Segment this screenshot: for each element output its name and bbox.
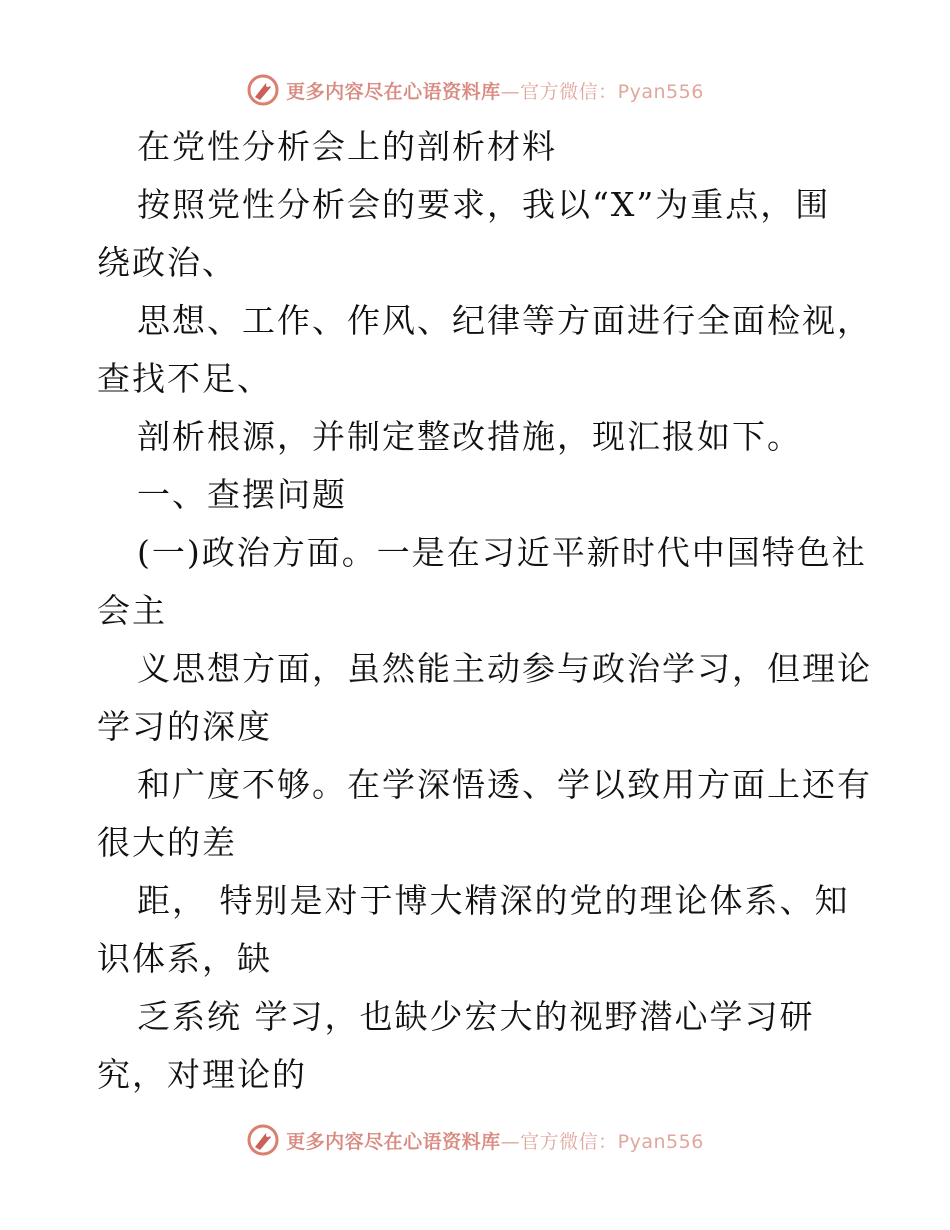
section-heading: 一、查摆问题 [137, 475, 347, 514]
paragraph-line: 按照党性分析会的要求，我以“X”为重点，围 [137, 185, 831, 224]
paragraph-line: (一)政治方面。一是在习近平新时代中国特色社 [137, 533, 867, 572]
paragraph-line: 究，对理论的 [97, 1055, 307, 1094]
footer-watermark [0, 1120, 950, 1160]
paragraph-line: 很大的差 [97, 823, 237, 862]
paragraph-line: 剖析根源，并制定整改措施，现汇报如下。 [137, 417, 802, 456]
paragraph-line: 思想、工作、作风、纪律等方面进行全面检视， [137, 301, 872, 340]
pen-nib-circle-icon [246, 73, 280, 107]
header-watermark [0, 70, 950, 110]
paragraph-line: 距， 特别是对于博大精深的党的理论体系、知 [137, 881, 850, 920]
paragraph-line: 学习的深度 [97, 707, 272, 746]
paragraph-line: 识体系，缺 [97, 939, 272, 978]
paragraph-line: 和广度不够。在学深悟透、学以致用方面上还有 [137, 765, 872, 804]
document-body [97, 118, 872, 1104]
paragraph-line: 义思想方面，虽然能主动参与政治学习，但理论 [137, 649, 872, 688]
paragraph-line: 乏系统 学习，也缺少宏大的视野潜心学习研 [137, 997, 815, 1036]
pen-nib-circle-icon [246, 1123, 280, 1157]
document-title: 在党性分析会上的剖析材料 [137, 127, 557, 166]
paragraph-line: 查找不足、 [97, 359, 272, 398]
paragraph-line: 会主 [97, 591, 167, 630]
watermark-text: 更多内容尽在心语资料库—官方微信：Pyan556 [286, 1130, 704, 1153]
watermark-text: 更多内容尽在心语资料库—官方微信：Pyan556 [286, 80, 704, 103]
paragraph-line: 绕政治、 [97, 243, 237, 282]
